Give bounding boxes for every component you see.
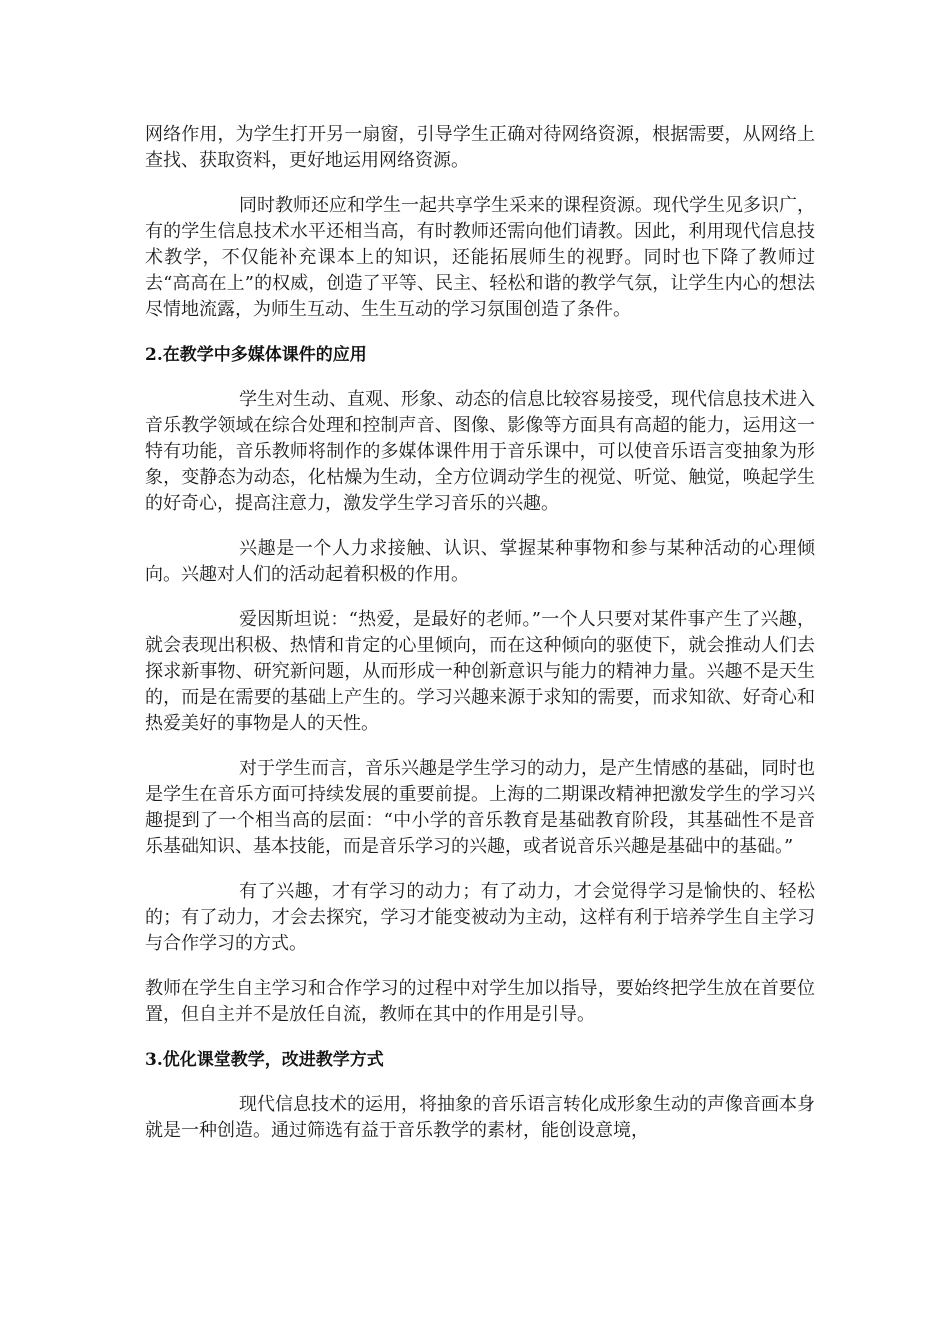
paragraph: 教师在学生自主学习和合作学习的过程中对学生加以指导，要始终把学生放在首要位置，但自主并不是放任自流，教师在其中的作用是引导。 [145, 978, 815, 1025]
paragraph: 有了兴趣，才有学习的动力；有了动力，才会觉得学习是愉快的、轻松的；有了动力，才会去探究，学习才能变被动为主动，这样有利于培养学生自主学习与合作学习的方式。 [145, 881, 815, 954]
paragraph: 爱因斯坦说：“热爱，是最好的老师。”一个人只要对某件事产生了兴趣，就会表现出积极、热情和肯定的心里倾向，而在这种倾向的驱使下，就会推动人们去探求新事物、研究新问题，从而形成一种创新意识与能力的精神力量。兴趣不是天生的，而是在需要的基础上产生的。学习兴趣来源于求知的需要，而求知欲、好奇心和热爱美好的事物是人的天性。 [145, 609, 815, 734]
paragraph: 学生对生动、直观、形象、动态的信息比较容易接受，现代信息技术进入音乐教学领域在综合处理和控制声音、图像、影像等方面具有高超的能力，运用这一特有功能，音乐教师将制作的多媒体课件用于音乐课中，可以使音乐语言变抽象为形象，变静态为动态，化枯燥为生动，全方位调动学生的视觉、听觉、触觉，唤起学生的好奇心，提高注意力，激发学生学习音乐的兴趣。 [145, 389, 815, 514]
paragraph: 现代信息技术的运用，将抽象的音乐语言转化成形象生动的声像音画本身就是一种创造。通过筛选有益于音乐教学的素材，能创设意境， [145, 1094, 815, 1141]
paragraph: 对于学生而言，音乐兴趣是学生学习的动力，是产生情感的基础，同时也是学生在音乐方面可持续发展的重要前提。上海的二期课改精神把激发学生的学习兴趣提到了一个相当高的层面：“中小学的音乐教育是基础教育阶段，其基础性不是音乐基础知识、基本技能，而是音乐学习的兴趣，或者说音乐兴趣是基础中的基础。” [145, 758, 815, 857]
paragraph: 同时教师还应和学生一起共享学生采来的课程资源。现代学生见多识广，有的学生信息技术水平还相当高，有时教师还需向他们请教。因此，利用现代信息技术教学，不仅能补充课本上的知识，还能拓展师生的视野。同时也下降了教师过去“高高在上”的权威，创造了平等、民主、轻松和谐的教学气氛，让学生内心的想法尽情地流露，为师生互动、生生互动的学习氛围创造了条件。 [145, 195, 815, 320]
section-heading: 2.在教学中多媒体课件的应用 [145, 345, 367, 365]
document-body [145, 122, 815, 1163]
section-heading: 3.优化课堂教学，改进教学方式 [145, 1050, 384, 1070]
paragraph: 网络作用，为学生打开另一扇窗，引导学生正确对待网络资源，根据需要，从网络上查找、获取资料，更好地运用网络资源。 [145, 124, 815, 171]
paragraph: 兴趣是一个人力求接触、认识、掌握某种事物和参与某种活动的心理倾向。兴趣对人们的活动起着积极的作用。 [145, 538, 815, 585]
